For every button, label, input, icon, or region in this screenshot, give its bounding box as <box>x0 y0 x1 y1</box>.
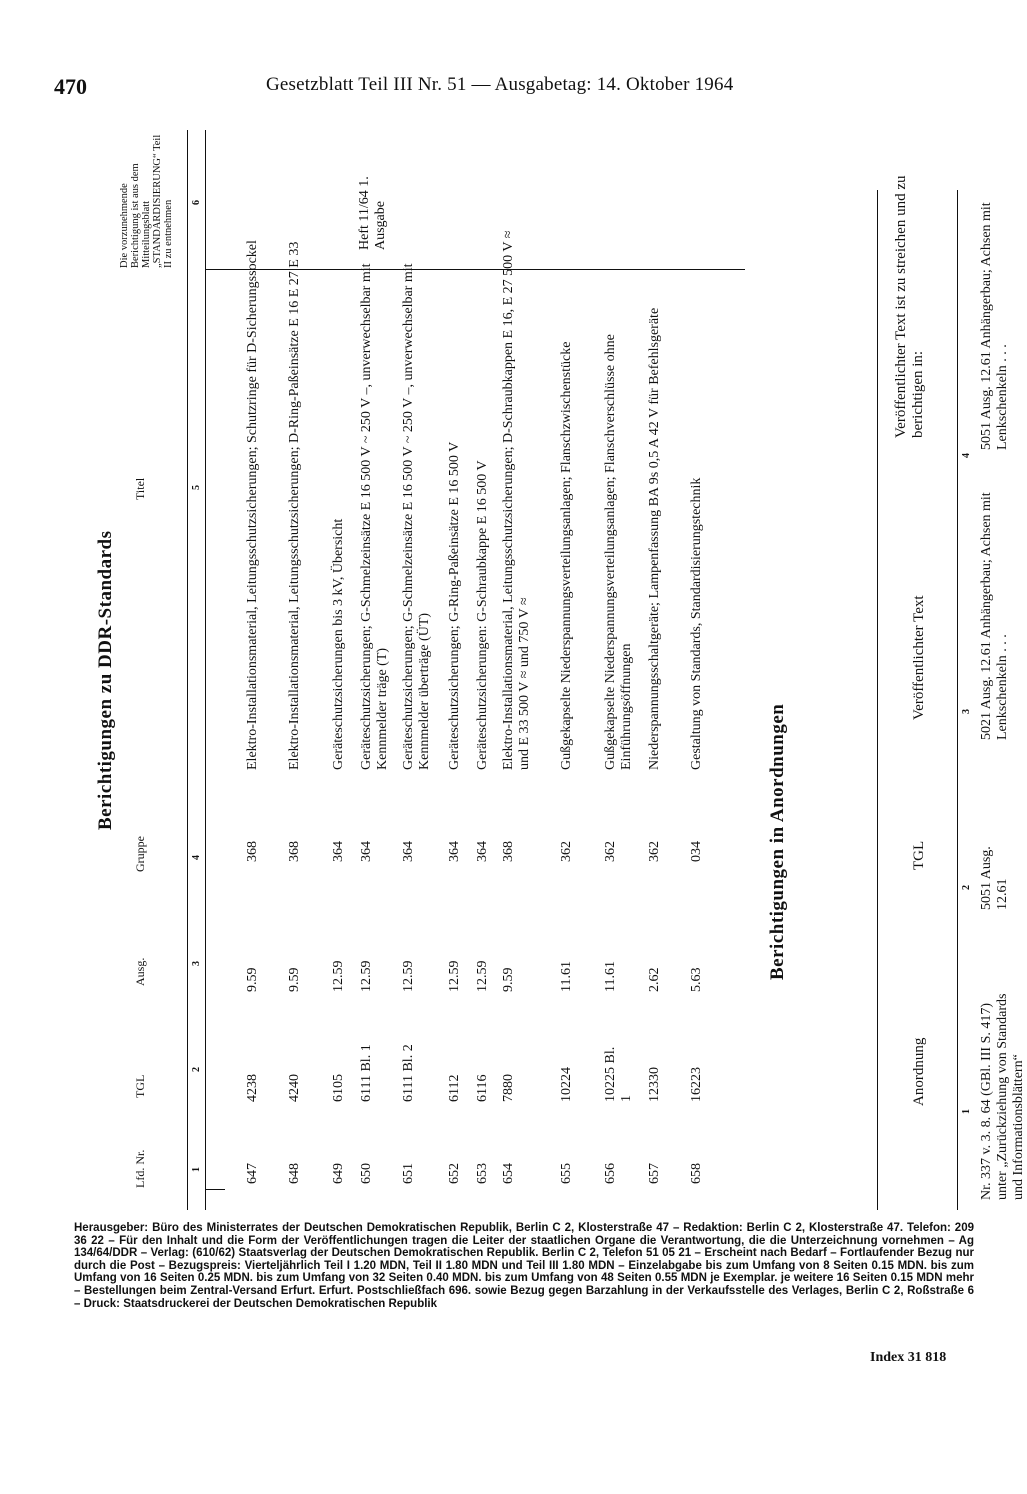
ausg-cell: 5.63 <box>689 967 704 992</box>
t2-col-header-anordnung: Anordnung <box>911 1037 927 1106</box>
t2-col-number-4: 4 <box>961 453 972 458</box>
col-header-berichtigung: Die vorzunehmende Berichtigung ist aus dem Mitteilungsblatt „STANDARDISIERUNG“ Teil II zu entnehmen <box>119 134 174 268</box>
ausg-cell: 12.59 <box>447 960 462 992</box>
note-heft: Heft 11/64 1. Ausgabe <box>357 176 388 250</box>
titel-cell: Gußgekapselte Niederspannungsverteilungsanlagen; Flanschverschlüsse ohne Einführungsöffnungen <box>603 334 634 770</box>
col-header-ausg: Ausg. <box>133 957 147 986</box>
gruppe-cell: 364 <box>475 841 490 862</box>
ausg-cell: 12.59 <box>401 960 416 992</box>
lfd-cell: 653 <box>475 1163 490 1184</box>
anordnungen-table <box>785 130 1026 1210</box>
ausg-cell: 12.59 <box>359 960 374 992</box>
lfd-cell: 647 <box>245 1163 260 1184</box>
ausg-cell: 2.62 <box>647 967 662 992</box>
index-number: Index 31 818 <box>870 1350 947 1365</box>
t2-number-rule <box>957 190 958 1210</box>
gruppe-cell: 362 <box>647 841 662 862</box>
section1-title: Berichtigungen zu DDR-Standards <box>95 530 116 830</box>
titel-cell: Gußgekapselte Niederspannungsverteilungsanlagen; Flanschzwischenstücke <box>559 341 574 770</box>
titel-cell: Elektro-Installationsmaterial, Leitungsschutzsicherungen; Schutzringe für D-Sicherungssockel <box>245 240 260 770</box>
lfd-cell: 650 <box>359 1163 374 1184</box>
tgl-cell: 12330 <box>647 1067 662 1102</box>
gruppe-cell: 364 <box>447 841 462 862</box>
column-divider <box>205 1189 225 1190</box>
lfd-cell: 652 <box>447 1163 462 1184</box>
tgl-cell: 6111 Bl. 1 <box>359 1044 374 1102</box>
lfd-cell: 654 <box>501 1163 516 1184</box>
ausg-cell: 9.59 <box>245 967 260 992</box>
tgl-cell: 6111 Bl. 2 <box>401 1044 416 1102</box>
titel-cell: Geräteschutzsicherungen; G-Schmelzeinsätze E 16 500 V ~ 250 V –, unverwechselbar mit Kennmelder überträge (ÜT) <box>401 263 432 770</box>
titel-cell: Geräteschutzsicherungen bis 3 kV, Übersicht <box>331 518 346 770</box>
titel-cell: Elektro-Installationsmaterial, Leitungsschutzsicherungen; D-Ring-Paßeinsätze E 16 E 27 E 33 <box>287 241 302 770</box>
ausg-cell: 9.59 <box>501 967 516 992</box>
col-header-gruppe: Gruppe <box>133 836 147 872</box>
ausg-cell: 12.59 <box>475 960 490 992</box>
ausg-cell: 12.59 <box>331 960 346 992</box>
ausg-cell: 9.59 <box>287 967 302 992</box>
titel-cell: Geräteschutzsicherungen; G-Ring-Paßeinsätze E 16 500 V <box>447 441 462 770</box>
t2-text-cell: 5021 Ausg. 12.61 Anhängerbau; Achsen mit Lenkschenkeln . . . <box>979 492 1010 740</box>
gruppe-cell: 368 <box>501 841 516 862</box>
gruppe-cell: 362 <box>603 841 618 862</box>
tgl-cell: 6112 <box>447 1074 462 1102</box>
gruppe-cell: 364 <box>359 841 374 862</box>
imprint-footer: Herausgeber: Büro des Ministerrates der Deutschen Demokratischen Republik, Berlin C 2, Klosterstraße 47 – Redaktion: Berlin C 2, Klosterstraße 47. Telefon: 209 36 22 – Für den Inhalt und die Form der Veröffentlichungen tragen die Leiter der staatlichen Organe die Verantwortung, die die Unterzeichnung vornehmen – Ag 134/64/DDR – Verlag: (610/62) Staatsverlag der Deutschen Demokratischen Republik. Berlin C 2, Telefon 51 05 21 – Erscheint nach Bedarf – Fortlaufender Bezug nur durch die Post – Bezugspreis: Vierteljährlich Teil I 1.20 MDN, Teil II 1.80 MDN und Teil III 1.80 MDN – Einzelabgabe bis zum Umfang von 8 Seiten 0.15 MDN. bis zum Umfang von 16 Seiten 0.25 MDN. bis zum Umfang von 32 Seiten 0.40 MDN. bis zum Umfang von 48 Seiten 0.55 MDN je Exemplar. je weitere 16 Seiten 0.15 MDN mehr – Bestellungen beim Zentral-Versand Erfurt. Erfurt. Postschließfach 696. sowie Bezug gegen Barzahlung in der Verkaufsstelle des Verlages, Berlin C 2, Roßstraße 6 – Druck: Staatsdruckerei der Deutschen Demokratischen Republik <box>74 1222 974 1310</box>
ausg-cell: 11.61 <box>603 961 618 992</box>
col-number-6: 6 <box>191 200 202 205</box>
col-header-titel: Titel <box>133 477 147 500</box>
lfd-cell: 655 <box>559 1163 574 1184</box>
gruppe-cell: 364 <box>401 841 416 862</box>
ausg-cell: 11.61 <box>559 961 574 992</box>
t2-col-header-tgl: TGL <box>911 840 927 870</box>
t2-top-rule <box>877 190 878 1210</box>
col-header-lfd: Lfd. Nr. <box>133 1149 147 1188</box>
tgl-cell: 10224 <box>559 1067 574 1102</box>
t2-corrected-cell: 5051 Ausg. 12.61 Anhängerbau; Achsen mit Lenkschenkeln . . . <box>979 202 1010 450</box>
section2-title: Berichtigungen in Anordnungen <box>767 703 788 980</box>
t2-tgl-cell: 5051 Ausg. 12.61 <box>979 846 1010 910</box>
col-number-4: 4 <box>191 855 202 860</box>
lfd-cell: 649 <box>331 1163 346 1184</box>
tgl-cell: 10225 Bl. 1 <box>603 1046 634 1102</box>
number-rule <box>205 130 206 1210</box>
titel-cell: Gestaltung von Standards, Standardisierungstechnik <box>689 477 704 770</box>
header-title: Gesetzblatt Teil III Nr. 51 — Ausgabetag: 14. Oktober 1964 <box>266 74 734 95</box>
rotated-content <box>95 130 1026 1210</box>
col-number-3: 3 <box>191 961 202 966</box>
gruppe-cell: 362 <box>559 841 574 862</box>
t2-col-number-3: 3 <box>961 709 972 714</box>
titel-cell: Elektro-Installationsmaterial, Leitungsschutzsicherungen; D-Schraubkappen E 16, E 27 500 V ≈ und E 33 500 V ≈ und 750 V ≈ <box>501 230 532 770</box>
lfd-cell: 658 <box>689 1163 704 1184</box>
header-rule <box>187 130 188 1210</box>
gruppe-cell: 034 <box>689 841 704 862</box>
gruppe-cell: 368 <box>245 841 260 862</box>
t2-col-number-2: 2 <box>961 885 972 890</box>
t2-col-header-text: Veröffentlichter Text <box>911 595 927 720</box>
lfd-cell: 648 <box>287 1163 302 1184</box>
tgl-cell: 16223 <box>689 1067 704 1102</box>
page-header <box>54 74 974 104</box>
lfd-cell: 656 <box>603 1163 618 1184</box>
tgl-cell: 6116 <box>475 1074 490 1102</box>
col-header-tgl: TGL <box>133 1074 147 1098</box>
titel-cell: Geräteschutzsicherungen; G-Schmelzeinsätze E 16 500 V ~ 250 V –, unverwechselbar mit Kennmelder träge (T) <box>359 263 390 770</box>
col-number-1: 1 <box>191 1167 202 1172</box>
col-number-5: 5 <box>191 485 202 490</box>
titel-cell: Geräteschutzsicherungen: G-Schraubkappe E 16 500 V <box>475 460 490 770</box>
col-number-2: 2 <box>191 1067 202 1072</box>
anordnung-cell: Nr. 337 v. 3. 8. 64 (GBl. III S. 417) unter „Zurückziehung von Standards und Informationsblättern“ <box>979 993 1026 1200</box>
t2-col-number-1: 1 <box>961 1109 972 1114</box>
gruppe-cell: 368 <box>287 841 302 862</box>
lfd-cell: 651 <box>401 1163 416 1184</box>
lfd-cell: 657 <box>647 1163 662 1184</box>
gruppe-cell: 364 <box>331 841 346 862</box>
t2-col-header-corrected: Veröffentlichter Text ist zu streichen und zu berichtigen in: <box>893 175 926 438</box>
page-number: 470 <box>54 74 87 99</box>
tgl-cell: 4238 <box>245 1074 260 1102</box>
titel-cell: Niederspannungsschaltgeräte; Lampenfassung BA 9s 0,5 A 42 V für Befehlsgeräte <box>647 307 662 770</box>
tgl-cell: 6105 <box>331 1074 346 1102</box>
tgl-cell: 4240 <box>287 1074 302 1102</box>
tgl-cell: 7880 <box>501 1074 516 1102</box>
